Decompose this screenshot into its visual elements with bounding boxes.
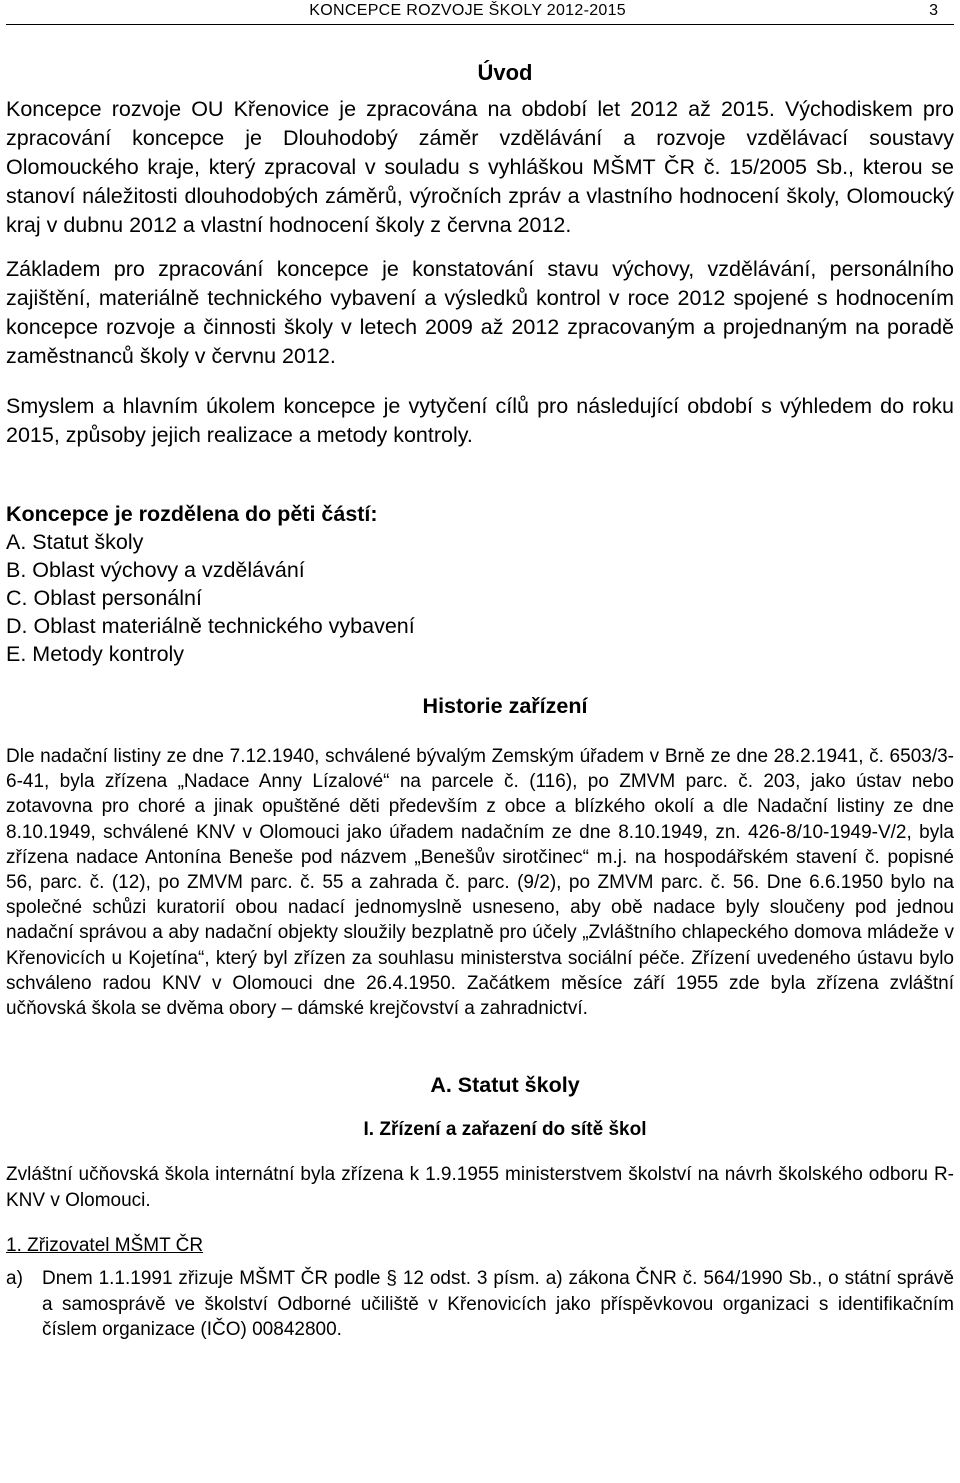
page-number: 3 bbox=[929, 2, 938, 19]
list-item: B. Oblast výchovy a vzdělávání bbox=[6, 558, 305, 582]
page-header bbox=[0, 0, 960, 24]
list-item-label: a) bbox=[6, 1268, 23, 1290]
list-item: C. Oblast personální bbox=[6, 586, 202, 610]
list-item-text: Dnem 1.1.1991 zřizuje MŠMT ČR podle § 12 odst. 3 písm. a) zákona ČNR č. 564/1990 Sb., o státní správě a samosprávě ve školství Odborné učiliště v Křenovicích jako příspěvkovou organizaci s identifikačním číslem organizace (IČO) 00842800. bbox=[42, 1268, 954, 1341]
list-item: E. Metody kontroly bbox=[6, 642, 185, 666]
intro-paragraph-1: Koncepce rozvoje OU Křenovice je zpracována na období let 2012 až 2015. Východiskem pro zpracování koncepce je Dlouhodobý záměr vzdělávání a rozvoje vzdělávací soustavy Olomouckého kraje, který zpracoval v souladu s vyhláškou MŠMT ČR č. 15/2005 Sb., kterou se stanoví náležitosti dlouhodobých záměrů, výročních zpráv a vlastního hodnocení školy, Olomoucký kraj v dubnu 2012 a vlastní hodnocení školy z června 2012. bbox=[6, 97, 954, 237]
list-item: A. Statut školy bbox=[6, 530, 144, 554]
intro-heading: Úvod bbox=[477, 60, 533, 85]
section-a-subheading: I. Zřízení a zařazení do sítě škol bbox=[363, 1119, 647, 1141]
history-heading: Historie zařízení bbox=[422, 694, 588, 718]
intro-paragraph-3: Smyslem a hlavním úkolem koncepce je vytyčení cílů pro následující období s výhledem do roku 2015, způsoby jejich realizace a metody kontroly. bbox=[6, 394, 954, 447]
section-a-heading: A. Statut školy bbox=[430, 1073, 580, 1098]
header-title: KONCEPCE ROZVOJE ŠKOLY 2012-2015 bbox=[309, 2, 626, 19]
founder-list-item bbox=[6, 1266, 954, 1343]
history-text: Dle nadační listiny ze dne 7.12.1940, schválené bývalým Zemským úřadem v Brně ze dne 28.2.1941, č. 6503/3-6-41, byla zřízena „Nadace Anny Lízalové“ na parcele č. (116), po ZMVM parc. č. 203, jako ústav nebo zotavovna pro choré a jinak opuštěné děti především z obce a blízkého okolí a dle Nadační listiny ze dne 8.10.1949, schválené KNV v Olomouci jako úřadem nadačním ze dne 8.10.1949, zn. 426-8/10-1949-V/2, byla zřízena nadace Antonína Beneše pod názvem „Benešův sirotčinec“ m.j. na hospodářském stavení č. popisné 56, parc. č. (12), po ZMVM parc. č. 55 a zahrada č. parc. (9/2), po ZMVM parc. č. 56. Dne 6.6.1950 bylo na společné schůzi kuratorií obou nadací jednomyslně usneseno, aby obě nadace byly sloučeny pod jednou nadační správou a aby nadační objekty sloužily bezplatně pro účely „Zvláštního chlapeckého domova mládeže v Křenovicích u Kojetína“, který byl zřízen za souhlasu ministerstva sociální péče. Zřízení uvedeného ústavu bylo schváleno radou KNV v Olomouci dne 26.4.1950. Začátkem měsíce září 1955 zde byla zřízena zvláštní učňovská škola se dvěma obory – dámské krejčovství a zahradnictví. bbox=[6, 746, 954, 1020]
founder-heading: 1. Zřizovatel MŠMT ČR bbox=[6, 1234, 204, 1256]
parts-list bbox=[6, 528, 954, 668]
parts-heading: Koncepce je rozdělena do pěti částí: bbox=[6, 502, 378, 526]
section-a-text: Zvláštní učňovská škola internátní byla zřízena k 1.9.1955 ministerstvem školství na návrh školského odboru R-KNV v Olomouci. bbox=[6, 1164, 954, 1211]
document-body bbox=[6, 58, 954, 1343]
intro-paragraph-2: Základem pro zpracování koncepce je konstatování stavu výchovy, vzdělávání, personálního zajištění, materiálně technického vybavení a výsledků kontrol v roce 2012 spojené s hodnocením koncepce rozvoje a činnosti školy v letech 2009 až 2012 zpracovaným a projednaným na poradě zaměstnanců školy v červnu 2012. bbox=[6, 257, 954, 368]
header-divider bbox=[6, 24, 954, 25]
list-item: D. Oblast materiálně technického vybavení bbox=[6, 614, 415, 638]
